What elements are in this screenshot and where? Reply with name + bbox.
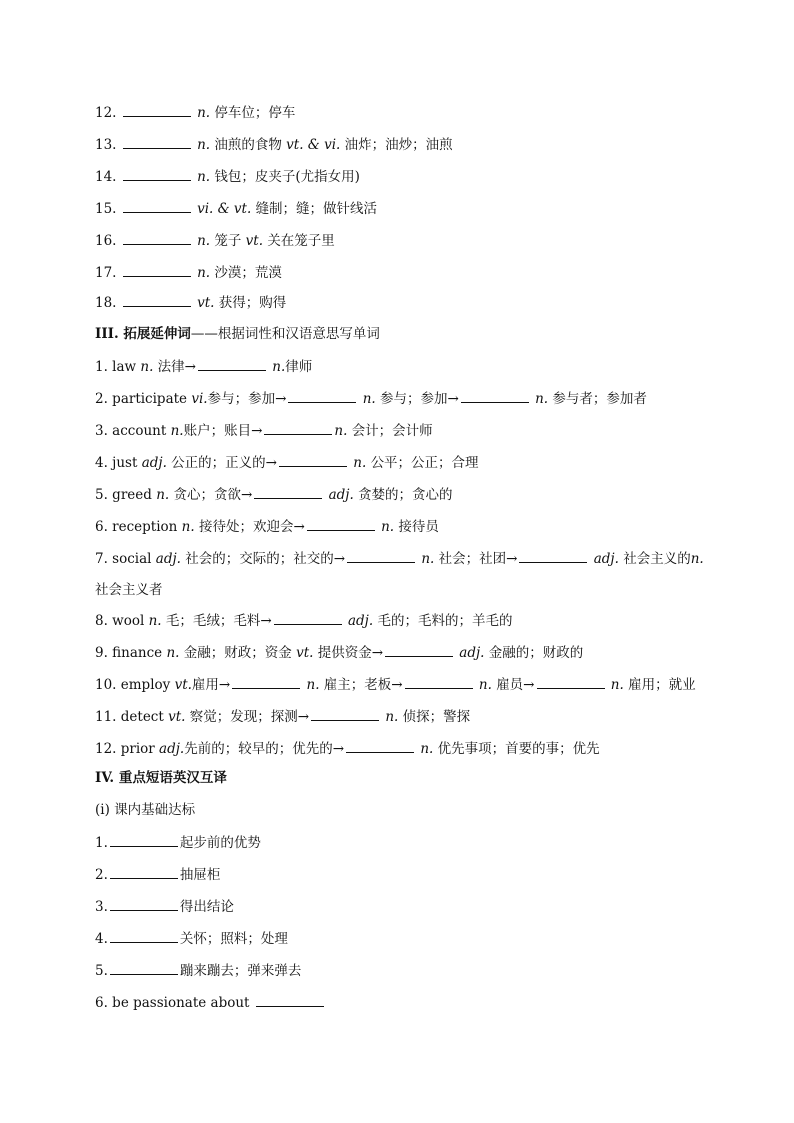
definition: 社会主义者 (95, 582, 163, 598)
answer-blank[interactable] (123, 134, 191, 149)
definition: 律师 (285, 359, 313, 375)
word: 4. just (95, 455, 142, 471)
derivation-item-5 (95, 484, 734, 505)
definition: 账户；账目→ (183, 423, 263, 439)
part-of-speech: vt. (245, 233, 264, 249)
part-of-speech: n. (197, 233, 211, 249)
answer-blank[interactable] (110, 960, 178, 975)
item-number: 17. (95, 265, 117, 281)
answer-blank[interactable] (347, 548, 415, 563)
answer-blank[interactable] (110, 896, 178, 911)
word: 9. finance (95, 645, 167, 661)
answer-blank[interactable] (311, 706, 379, 721)
part-of-speech: n. (416, 741, 434, 757)
answer-blank[interactable] (519, 548, 587, 563)
part-of-speech: n. (376, 519, 395, 535)
definition: 金融的；财政的 (488, 645, 584, 661)
definition: 关在笼子里 (267, 233, 335, 249)
definition: 接待处；欢迎会→ (194, 519, 305, 535)
word: 5. greed (95, 487, 157, 503)
part-of-speech: adj. (343, 613, 374, 629)
part-of-speech: n. (690, 551, 704, 567)
part-of-speech: n. (348, 455, 367, 471)
part-of-speech: n. (381, 709, 399, 725)
definition: 油炸；油炒；油煎 (344, 137, 453, 153)
subsection-heading (95, 800, 734, 820)
word: 12. prior (95, 741, 160, 757)
vocab-item-13 (95, 134, 734, 155)
definition: 获得；购得 (218, 295, 287, 311)
part-of-speech: adj. (159, 741, 185, 757)
derivation-item-7 (95, 548, 734, 569)
definition: 雇用→ (191, 677, 231, 693)
definition: 起步前的优势 (179, 835, 261, 851)
section-instruction: ——根据词性和汉语意思写单词 (190, 326, 380, 342)
part-of-speech: n. (358, 391, 376, 407)
definition: 先前的；较早的；优先的→ (184, 741, 345, 757)
answer-blank[interactable] (254, 484, 322, 499)
part-of-speech: n. (197, 265, 211, 281)
definition: 贪心；贪欲→ (169, 487, 253, 503)
answer-blank[interactable] (264, 420, 332, 435)
part-of-speech: n. (156, 487, 170, 503)
definition: 沙漠；荒漠 (214, 265, 282, 281)
part-of-speech: n. (170, 423, 184, 439)
part-of-speech: adj. (455, 645, 485, 661)
definition: 参与；参加→ (379, 391, 459, 407)
part-of-speech: vi. & vt. (197, 201, 252, 217)
answer-blank[interactable] (346, 738, 414, 753)
answer-blank[interactable] (123, 166, 191, 181)
answer-blank[interactable] (537, 674, 605, 689)
definition: 蹦来蹦去；弹来弹去 (179, 963, 302, 979)
part-of-speech: n. (140, 359, 154, 375)
definition: 毛的；毛料的；羊毛的 (377, 613, 513, 629)
definition: 会计；会计师 (351, 423, 433, 439)
section-heading (95, 324, 734, 344)
part-of-speech: vt. (197, 295, 215, 311)
answer-blank[interactable] (232, 674, 300, 689)
phrase-item-5 (95, 960, 734, 981)
derivation-item-4 (95, 452, 734, 473)
definition: 社会；社团→ (438, 551, 518, 567)
definition: 优先事项；首要的事；优先 (437, 741, 600, 757)
word: 2. participate (95, 391, 192, 407)
item-number: 4. (95, 931, 108, 947)
item-number: 13. (95, 137, 117, 153)
part-of-speech: n. (474, 677, 492, 693)
word: 11. detect (95, 709, 169, 725)
part-of-speech: adj. (324, 487, 354, 503)
definition: 油煎的食物 (214, 137, 282, 153)
part-of-speech: n. (268, 359, 286, 375)
answer-blank[interactable] (274, 610, 342, 625)
vocab-item-18 (95, 292, 734, 313)
part-of-speech: n. (197, 169, 211, 185)
part-of-speech: n. (181, 519, 195, 535)
definition: 雇员→ (496, 677, 535, 693)
definition: 社会的；交际的；社交的→ (180, 551, 346, 567)
item-number: 12. (95, 105, 117, 121)
part-of-speech: adj. (155, 551, 181, 567)
derivation-item-10 (95, 674, 734, 695)
definition: 公平；公正；合理 (370, 455, 479, 471)
part-of-speech: vi. (191, 391, 208, 407)
part-of-speech: vt. & vi. (286, 137, 341, 153)
derivation-item-1 (95, 356, 734, 377)
answer-blank[interactable] (110, 832, 178, 847)
item-number: 15. (95, 201, 117, 217)
section-title: IV. 重点短语英汉互译 (95, 770, 227, 786)
part-of-speech: n. (417, 551, 435, 567)
answer-blank[interactable] (385, 642, 453, 657)
part-of-speech: vt. (168, 709, 186, 725)
answer-blank[interactable] (405, 674, 473, 689)
section-heading (95, 768, 734, 788)
definition: 察觉；发现；探测→ (185, 709, 310, 725)
part-of-speech: n. (530, 391, 549, 407)
answer-blank[interactable] (123, 102, 191, 117)
answer-blank[interactable] (123, 198, 191, 213)
derivation-item-2 (95, 388, 734, 409)
item-number: 5. (95, 963, 108, 979)
word: 8. wool (95, 613, 149, 629)
part-of-speech: n. (197, 105, 211, 121)
definition: 停车位；停车 (214, 105, 296, 121)
phrase-item-6 (95, 992, 734, 1013)
definition: 雇主；老板→ (323, 677, 403, 693)
part-of-speech: adj. (141, 455, 167, 471)
word: 1. law (95, 359, 141, 375)
item-number: 18. (95, 295, 117, 311)
answer-blank[interactable] (288, 388, 356, 403)
definition: 关怀；照料；处理 (179, 931, 288, 947)
answer-blank[interactable] (256, 992, 324, 1007)
part-of-speech: vt. (296, 645, 314, 661)
vocab-item-16 (95, 230, 734, 251)
derivation-item-12 (95, 738, 734, 759)
item-number: 6. be passionate about (95, 995, 250, 1011)
definition: 社会主义的 (623, 551, 691, 567)
part-of-speech: n. (302, 677, 320, 693)
word: 6. reception (95, 519, 182, 535)
answer-blank[interactable] (110, 928, 178, 943)
part-of-speech: n. (148, 613, 162, 629)
item-number: 3. (95, 899, 108, 915)
definition: 参与；参加→ (207, 391, 287, 407)
derivation-item-3 (95, 420, 734, 441)
derivation-item-9 (95, 642, 734, 663)
definition: 雇用；就业 (628, 677, 696, 693)
answer-blank[interactable] (123, 230, 191, 245)
definition: 笼子 (214, 233, 242, 249)
word: 3. account (95, 423, 171, 439)
definition: 抽屉柜 (179, 867, 221, 883)
definition: 公正的；正义的→ (166, 455, 277, 471)
answer-blank[interactable] (307, 516, 375, 531)
answer-blank[interactable] (110, 864, 178, 879)
vocab-item-12 (95, 102, 734, 123)
definition: 侦探；警探 (402, 709, 471, 725)
vocab-item-17 (95, 262, 734, 283)
phrase-item-3 (95, 896, 734, 917)
definition: 缝制；缝；做针线活 (255, 201, 378, 217)
answer-blank[interactable] (123, 262, 191, 277)
item-number: 14. (95, 169, 117, 185)
item-number: 16. (95, 233, 117, 249)
part-of-speech: n. (166, 645, 180, 661)
part-of-speech: n. (606, 677, 624, 693)
phrase-item-4 (95, 928, 734, 949)
phrase-item-1 (95, 832, 734, 853)
word: 10. employ (95, 677, 175, 693)
answer-blank[interactable] (279, 452, 347, 467)
vocab-item-14 (95, 166, 734, 187)
answer-blank[interactable] (461, 388, 529, 403)
definition: 参与者；参加者 (552, 391, 647, 407)
answer-blank[interactable] (198, 356, 266, 371)
word: 7. social (95, 551, 156, 567)
derivation-item-8 (95, 610, 734, 631)
subsection-title: (i) 课内基础达标 (95, 802, 196, 818)
derivation-item-6 (95, 516, 734, 537)
part-of-speech: adj. (589, 551, 619, 567)
definition: 法律→ (153, 359, 196, 375)
definition: 钱包；皮夹子(尤指女用) (214, 169, 360, 185)
phrase-item-2 (95, 864, 734, 885)
derivation-item-7-continued (95, 580, 734, 600)
definition: 金融；财政；资金 (179, 645, 297, 661)
section-title: III. 拓展延伸词 (95, 326, 191, 342)
definition: 得出结论 (179, 899, 234, 915)
definition: 提供资金→ (313, 645, 384, 661)
part-of-speech: n. (334, 423, 348, 439)
definition: 接待员 (398, 519, 439, 535)
vocab-item-15 (95, 198, 734, 219)
derivation-item-11 (95, 706, 734, 727)
part-of-speech: vt. (174, 677, 192, 693)
definition: 毛；毛绒；毛料→ (161, 613, 272, 629)
item-number: 1. (95, 835, 108, 851)
answer-blank[interactable] (123, 292, 191, 307)
definition: 贪婪的；贪心的 (358, 487, 453, 503)
part-of-speech: n. (197, 137, 211, 153)
item-number: 2. (95, 867, 108, 883)
